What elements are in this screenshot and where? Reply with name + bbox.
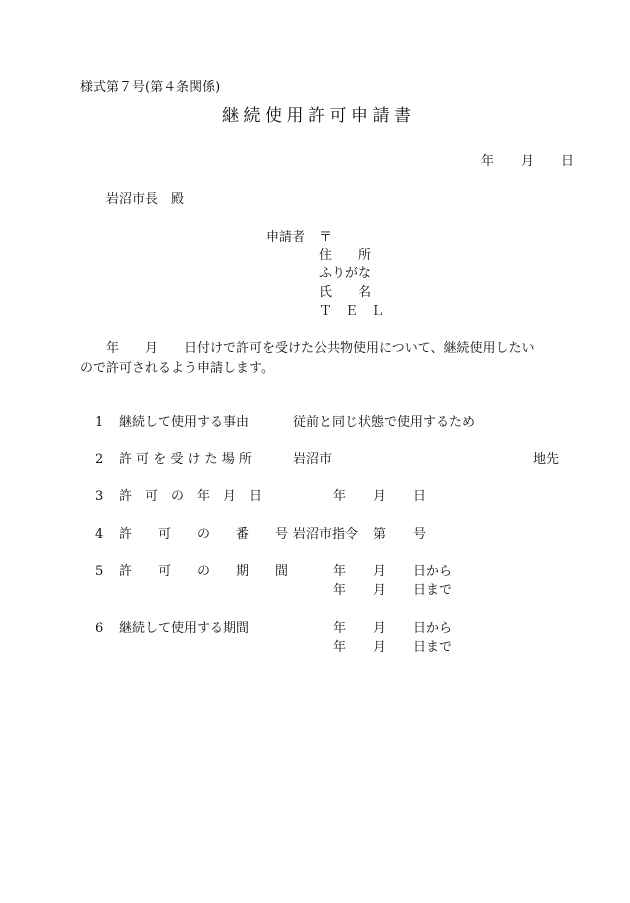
item-4-number: 4 [95, 527, 104, 542]
document-title: 継続使用許可申請書 [222, 106, 416, 126]
item-1-number: 1 [95, 415, 104, 430]
furigana-label: ふりがな [319, 266, 372, 281]
item-4-dai: 第 [373, 527, 387, 542]
item-3-number: 3 [95, 489, 104, 504]
item-4-label: 許 可 の 番 号 [119, 527, 289, 542]
name-label: 氏 名 [319, 285, 372, 300]
item-4-value: 岩沼市指令 [293, 527, 359, 542]
item-3-year: 年 [333, 489, 347, 504]
item-6-label: 継続して使用する期間 [119, 621, 250, 636]
form-number-label: 様式第７号(第４条関係) [80, 80, 221, 95]
item-5-to-month: 月 [373, 583, 387, 598]
item-6-to-day: 日まで [413, 640, 453, 655]
item-6-to-month: 月 [373, 640, 387, 655]
date-month: 月 [521, 154, 535, 169]
item-4-go: 号 [413, 527, 427, 542]
item-5-to-year: 年 [333, 583, 347, 598]
applicant-label: 申請者 [266, 230, 306, 245]
item-1-value: 従前と同じ状態で使用するため [293, 415, 476, 430]
item-3-month: 月 [373, 489, 387, 504]
item-6-from-month: 月 [373, 621, 387, 636]
item-2-suffix: 地先 [533, 452, 560, 467]
paragraph-line-2: ので許可されるよう申請します。 [80, 361, 274, 376]
postal-mark: 〒 [319, 230, 333, 245]
item-2-label: 許 可 を 受 け た 場 所 [119, 452, 252, 467]
item-6-number: 6 [95, 621, 104, 636]
item-2-number: 2 [95, 452, 104, 467]
item-1-label: 継続して使用する事由 [119, 415, 250, 430]
paragraph-line-1: 年 月 日付けで許可を受けた公共物使用について、継続使用したい [80, 341, 535, 356]
item-6-from-year: 年 [333, 621, 347, 636]
date-year: 年 [481, 154, 495, 169]
address-label: 住 所 [319, 248, 372, 263]
item-5-to-day: 日まで [413, 583, 453, 598]
item-6-to-year: 年 [333, 640, 347, 655]
item-5-number: 5 [95, 564, 104, 579]
item-6-from-day: 日から [413, 621, 453, 636]
item-5-from-day: 日から [413, 564, 453, 579]
date-day: 日 [561, 154, 575, 169]
item-5-from-month: 月 [373, 564, 387, 579]
item-5-label: 許 可 の 期 間 [119, 564, 289, 579]
request-paragraph [80, 339, 570, 379]
item-5-from-year: 年 [333, 564, 347, 579]
tel-label: Ｔ Ｅ Ｌ [319, 304, 385, 319]
item-2-value: 岩沼市 [293, 452, 333, 467]
addressee: 岩沼市長 殿 [106, 192, 185, 207]
item-3-day: 日 [413, 489, 427, 504]
item-3-label: 許 可 の 年 月 日 [119, 489, 263, 504]
